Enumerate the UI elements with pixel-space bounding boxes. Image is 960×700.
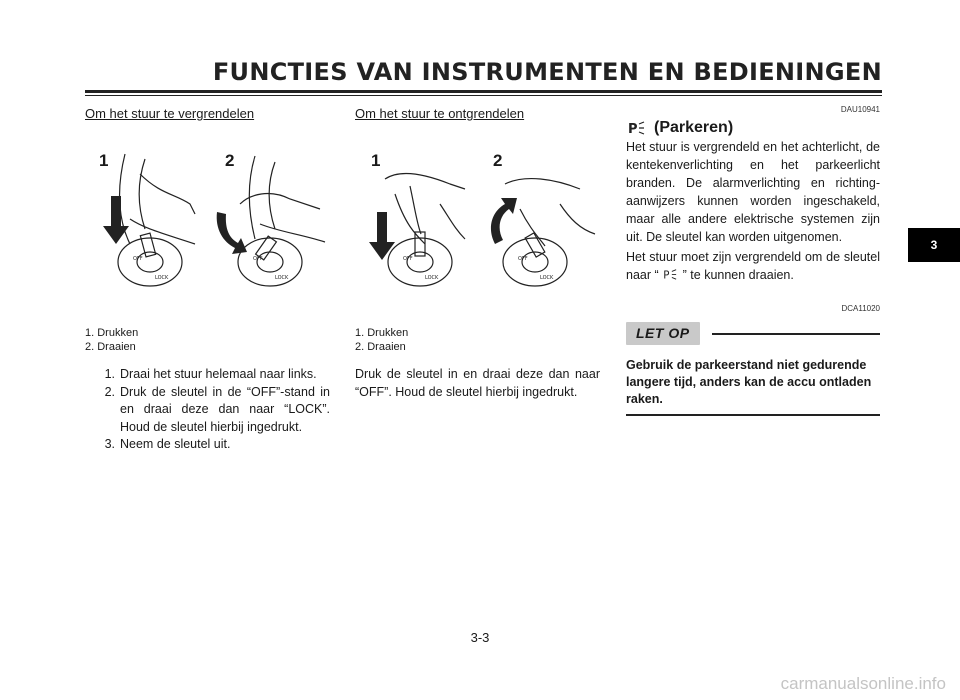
parking-symbol-icon (663, 268, 679, 280)
caption-item: 2. Draaien (355, 341, 406, 353)
notice-badge: LET OP (626, 322, 700, 345)
unlock-body: Druk de sleutel in en draai deze dan naar “OFF”. Houd de sleutel hierbij ingedrukt. (355, 367, 600, 399)
lock-steps (85, 366, 330, 454)
notice-text: Gebruik de parkeerstand niet gedurende langere tijd, anders kan de accu ontladen raken. (626, 358, 872, 406)
step-text: Draai het stuur helemaal naar links. (120, 367, 317, 381)
step-text: Druk de sleutel in de “OFF”-stand in en draai deze dan naar “LOCK”. Houd de sleutel hierbij ingedrukt. (120, 384, 330, 434)
lock-heading: Om het stuur te vergrendelen (85, 106, 255, 121)
turn-arrow-icon (217, 212, 247, 254)
document-code-2: DCA11020 (841, 304, 880, 313)
watermark: carmanualsonline.info (780, 674, 946, 693)
parking-heading (628, 119, 880, 136)
caption-item: 1. Drukken (85, 327, 139, 339)
dial-off-text: OFF (133, 256, 143, 262)
step-number: 1. (104, 367, 115, 381)
caption-item: 1. Drukken (355, 327, 409, 339)
header-rule-thin (85, 95, 882, 96)
dial-lock-text-2: LOCK (540, 275, 554, 281)
figure-label-1: 1 (99, 151, 109, 170)
step-item (85, 366, 330, 384)
notice-header (626, 322, 880, 345)
figure-label-2: 2 (493, 151, 503, 170)
parking-column (626, 105, 880, 416)
svg-text:P: P (662, 269, 670, 280)
lock-illustration (85, 134, 330, 294)
dial-lock-text: LOCK (155, 275, 169, 281)
step-text: Neem de sleutel uit. (120, 437, 231, 451)
dial-off-text-2: OFF (518, 256, 528, 262)
push-down-arrow-icon (369, 212, 395, 260)
turn-arrow-icon (491, 198, 517, 244)
figure-label-2: 2 (225, 151, 235, 170)
dial-off-text: OFF (403, 256, 413, 262)
notice-bottom-rule (626, 414, 880, 416)
caption-item: 2. Draaien (85, 341, 136, 353)
dial-lock-text-2: LOCK (275, 275, 289, 281)
unlock-illustration (355, 134, 600, 294)
parking-paragraph-1: Het stuur is vergrendeld en het achterlicht, de kentekenverlichting en het parkeerlicht branden. De alarmverlichting en richtingaanwijzers kunnen worden ingeschakeld, maar alle andere elektrische systemen zijn uit. De sleutel kan worden uitgenomen. (626, 140, 880, 244)
unlock-column (355, 105, 600, 401)
step-item (85, 436, 330, 454)
notice-rule (712, 333, 880, 335)
dial-off-text-2: OFF (253, 256, 263, 262)
unlock-heading: Om het stuur te ontgrendelen (355, 106, 525, 121)
step-number: 3. (104, 437, 115, 451)
document-code: DAU10941 (840, 105, 880, 114)
chapter-tab: 3 (908, 228, 960, 262)
dial-lock-text: LOCK (425, 275, 439, 281)
page-number: 3-3 (470, 630, 490, 645)
lock-column (85, 105, 330, 454)
step-number: 2. (104, 384, 115, 399)
parking-symbol-icon (628, 120, 646, 136)
push-down-arrow-icon (103, 196, 129, 244)
key-unlock-drawing (355, 134, 605, 294)
step-item (85, 384, 330, 437)
figure-label-1: 1 (371, 151, 381, 170)
parking-paragraph-2-start: Het stuur moet zijn vergrendeld om de sleutel naar “ (626, 250, 880, 282)
page-header-title: FUNCTIES VAN INSTRUMENTEN EN BEDIENINGEN (212, 58, 882, 86)
lock-captions (85, 326, 330, 354)
header-rule (85, 90, 882, 93)
svg-text:P: P (628, 121, 638, 136)
key-lock-drawing (85, 134, 335, 294)
parking-paragraph-2-end: ” te kunnen draaien. (682, 268, 794, 282)
parking-title: (Parkeren) (654, 119, 734, 136)
unlock-captions (355, 326, 600, 354)
parking-paragraph-2 (626, 248, 880, 284)
